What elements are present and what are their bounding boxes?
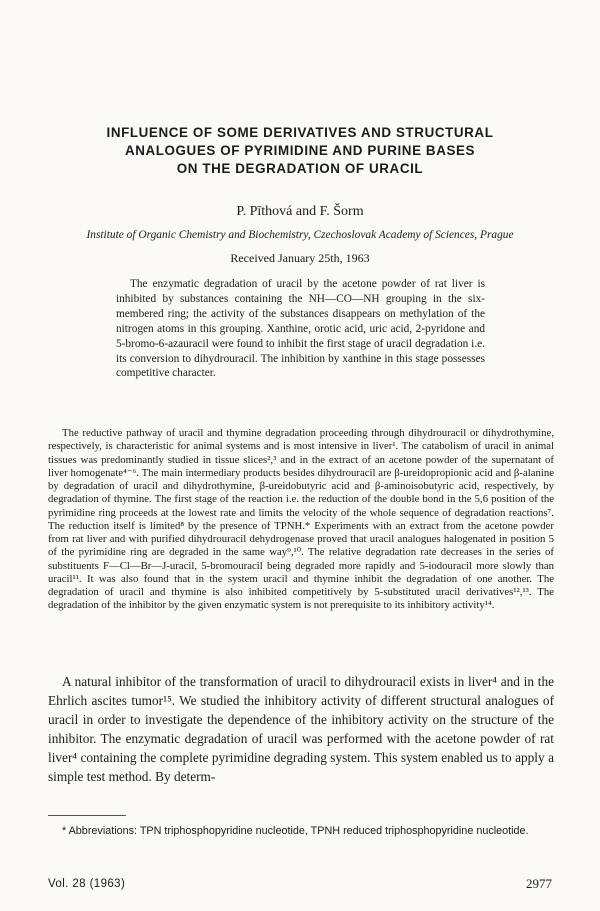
abstract: The enzymatic degradation of uracil by the acetone powder of rat liver is inhibited by substances containing the NH—CO—NH grouping in the six-membered ring; the activity of the substances disappears on methylation of the nitrogen atoms in this grouping. Xanthine, orotic acid, uric acid, 2-pyridone and 5-bromo-6-azauracil were found to inhibit the first stage of uracil degradation i.e. its conversion to dihydrouracil. The inhibition by xanthine in this stage possesses competitive character. xyxy=(116,278,485,380)
paper-title xyxy=(60,124,540,178)
affiliation: Institute of Organic Chemistry and Biochemistry, Czechoslovak Academy of Sciences, Prague xyxy=(86,229,514,241)
footnote-divider xyxy=(48,815,126,816)
intro-paragraph: The reductive pathway of uracil and thymine degradation proceeding through dihydrouracil or dihydrothymine, respectively, is characteristic for animal systems and is most intensive in liver¹. The catabolism of uracil in animal tissues was predominantly studied in tissue slices²,³ and in the extract of an acetone powder of the supernatant of liver homogenate⁴⁻⁶. The main intermediary products besides dihydrouracil are β-ureidopropionic acid and β-alanine by degradation of uracil and dihydrothymine, β-ureidobutyric acid and β-aminoisobutyric acid, respectively, by degradation of thymine. The first stage of the reaction i.e. the reduction of the double bond in the 5,6 position of the pyrimidine ring proceeds at the lowest rate and limits the velocity of the whole sequence of degradation reactions⁷. The reduction itself is limited⁸ by the presence of TPNH.* Experiments with an extract from the acetone powder from rat liver and with purified dihydrouracil dehydrogenase proved that uracil analogues halogenated in position 5 of the pyrimidine ring are degraded in the same way⁹,¹⁰. The relative degradation rate decreases in the series of substituents F—Cl—Br—J-uracil, 5-bromouracil being degraded more rapidly and 5-iodouracil more slowly than uracil¹¹. It was also found that in the system uracil and thymine inhibit the degradation of one another. The degradation of uracil and thymine is also inhibited competitively by 5-substituted uracil derivatives¹²,¹³. The degradation of the inhibitor by the given enzymatic system is not prerequisite to its inhibitory activity¹⁴. xyxy=(48,427,554,612)
received-date: Received January 25th, 1963 xyxy=(230,251,370,265)
title-line-3: ON THE DEGRADATION OF URACIL xyxy=(176,161,424,176)
title-line-1: INFLUENCE OF SOME DERIVATIVES AND STRUCTURAL xyxy=(106,125,494,140)
authors: P. Pīthová and F. Šorm xyxy=(236,204,364,219)
title-line-2: ANALOGUES OF PYRIMIDINE AND PURINE BASES xyxy=(124,143,476,158)
page-number: 2977 xyxy=(526,876,552,891)
footnote: * Abbreviations: TPN triphosphopyridine nucleotide, TPNH reduced triphosphopyridine nucleotide. xyxy=(62,825,529,837)
journal-volume: Vol. 28 (1963) xyxy=(48,878,126,890)
main-paragraph: A natural inhibitor of the transformation of uracil to dihydrouracil exists in liver⁴ and in the Ehrlich ascites tumor¹⁵. We studied the inhibitory activity of different structural analogues of uracil in order to investigate the dependence of the inhibitory activity on the structure of the inhibitor. The enzymatic degradation of uracil was performed with the acetone powder of rat liver⁴ containing the complete pyrimidine degrading system. This system enabled us to apply a simple test method. By determ- xyxy=(48,674,554,784)
